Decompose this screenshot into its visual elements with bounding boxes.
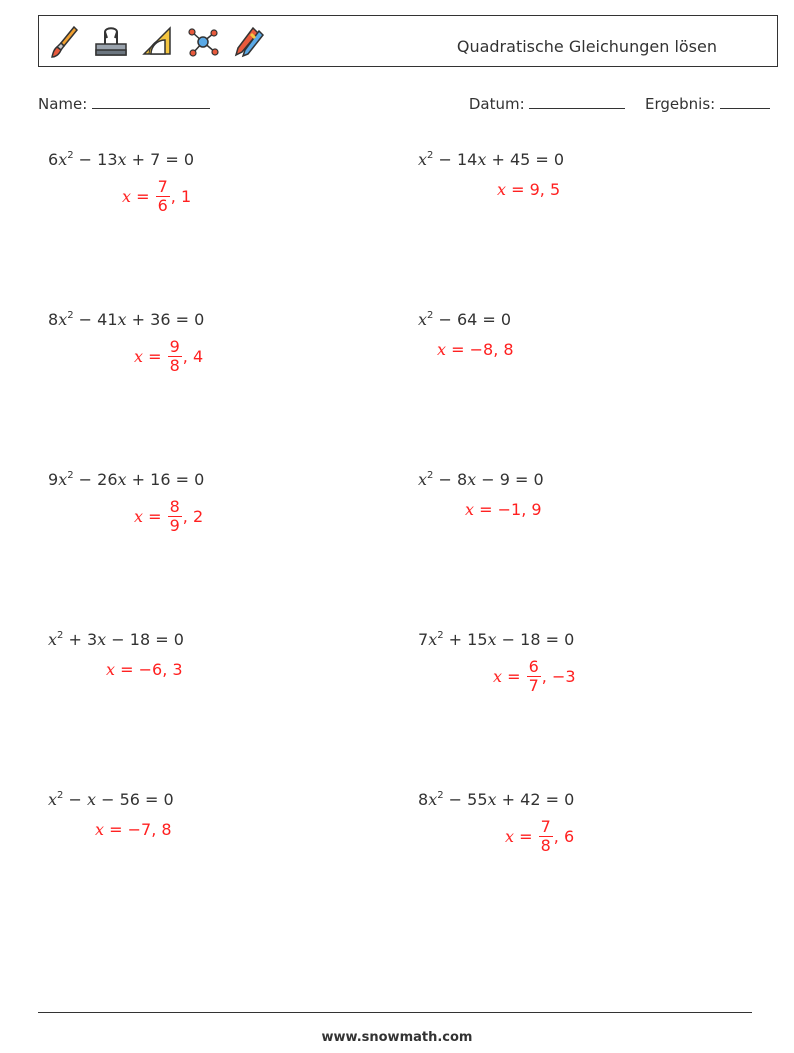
problem-answer: x = 9, 5	[497, 180, 561, 199]
problem-answer: x = −7, 8	[95, 820, 172, 839]
result-label: Ergebnis:	[645, 95, 716, 113]
protractor-icon	[139, 24, 175, 60]
answer-fraction: $\frac{6}{7}$	[528, 657, 539, 695]
footer-url: www.snowmath.com	[321, 1030, 473, 1045]
problem-equation: $x^2 - x - 56 = 0$	[48, 790, 174, 809]
binder-clip-icon	[93, 24, 129, 60]
problem-equation: $8x^2 - 55x + 42 = 0$	[418, 790, 575, 809]
problem-equation: $x^2 - 8x - 9 = 0$	[418, 470, 544, 489]
problem-answer: x = $\frac{6}{7}$ , −3	[493, 657, 576, 695]
problem-equation: $x^2 - 64 = 0$	[418, 310, 512, 329]
pencils-icon	[231, 24, 267, 60]
problem-equation: $x^2 - 14x + 45 = 0$	[418, 150, 565, 169]
problem-equation: $9x^2 - 26x + 16 = 0$	[48, 470, 205, 489]
answer-fraction: $\frac{7}{6}$	[157, 177, 168, 215]
problem-equation: $7x^2 + 15x - 18 = 0$	[418, 630, 575, 649]
problem-equation: $x^2 + 3x - 18 = 0$	[48, 630, 184, 649]
molecule-icon	[185, 24, 221, 60]
name-field[interactable]	[38, 94, 210, 113]
name-label: Name:	[38, 95, 88, 113]
problem-answer: x = −1, 9	[465, 500, 542, 519]
problem-answer: x = $\frac{8}{9}$ , 2	[134, 497, 204, 535]
result-blank[interactable]	[720, 94, 770, 109]
footer-divider	[38, 1012, 752, 1013]
problem-equation: $6x^2 - 13x + 7 = 0$	[48, 150, 195, 169]
problem-answer: x = $\frac{7}{8}$ , 6	[505, 817, 575, 855]
date-result-fields	[469, 94, 770, 113]
answer-fraction: $\frac{8}{9}$	[169, 497, 180, 535]
problem-answer: x = −8, 8	[437, 340, 514, 359]
problem-equation: $8x^2 - 41x + 36 = 0$	[48, 310, 205, 329]
problem-answer: x = −6, 3	[106, 660, 183, 679]
problem-answer: x = $\frac{7}{6}$ , 1	[122, 177, 192, 215]
answer-fraction: $\frac{9}{8}$	[169, 337, 180, 375]
answer-fraction: $\frac{7}{8}$	[540, 817, 551, 855]
name-blank[interactable]	[92, 94, 210, 109]
worksheet-title: Quadratische Gleichungen lösen	[456, 37, 717, 56]
problem-answer: x = $\frac{9}{8}$ , 4	[134, 337, 204, 375]
date-label: Datum:	[468, 95, 525, 113]
date-blank[interactable]	[529, 94, 625, 109]
header-box	[38, 15, 778, 67]
header-icons	[47, 22, 267, 62]
paintbrush-icon	[47, 24, 83, 60]
